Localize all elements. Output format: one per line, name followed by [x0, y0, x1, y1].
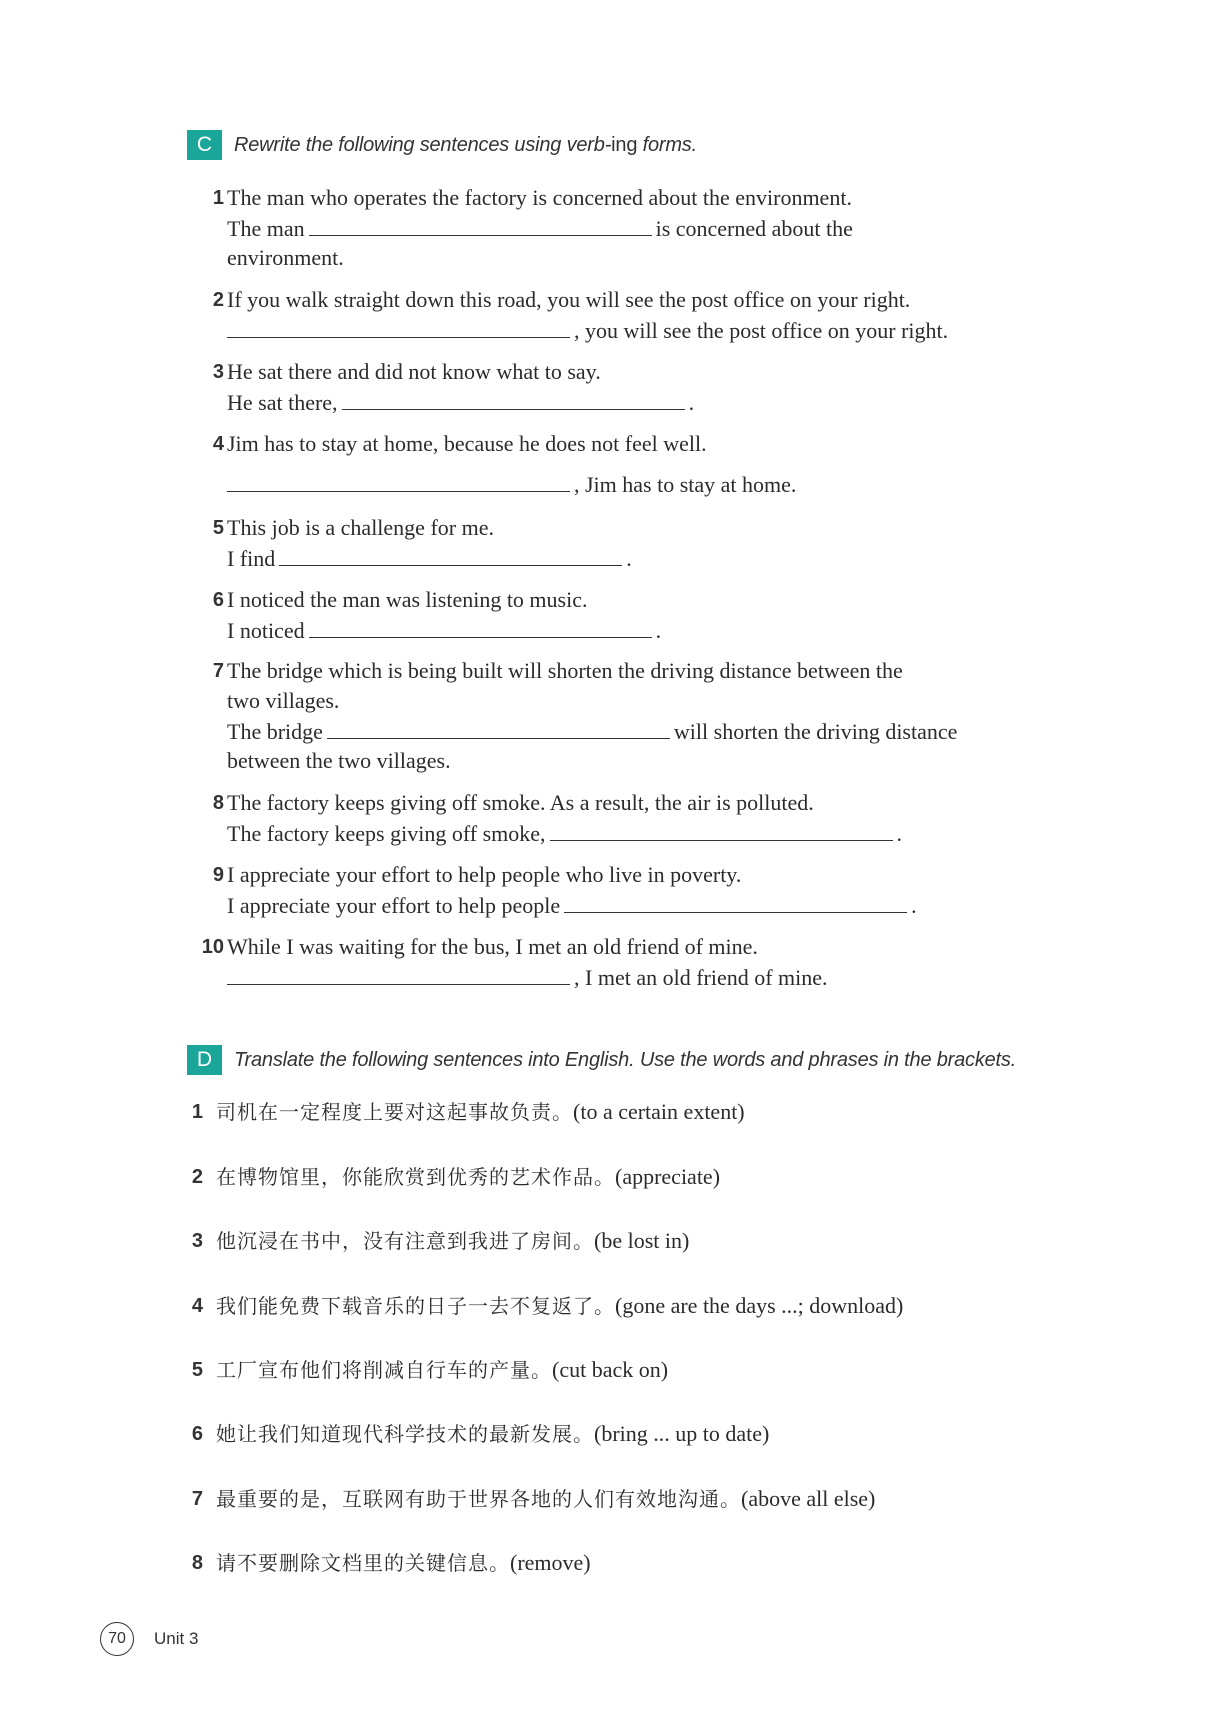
- rewrite-line: The bridge will shorten the driving distance: [227, 716, 957, 746]
- chinese-sentence: 她让我们知道现代科学技术的最新发展。: [216, 1422, 594, 1446]
- item-number: 9: [212, 864, 224, 886]
- rewrite-line-cont: environment.: [227, 245, 344, 270]
- unit-label: Unit 3: [154, 1629, 199, 1648]
- item-number: 6: [191, 1423, 203, 1445]
- item-number: 8: [212, 792, 224, 814]
- rewrite-line: I noticed .: [227, 615, 661, 645]
- chinese-sentence: 最重要的是，互联网有助于世界各地的人们有效地沟通。: [216, 1487, 741, 1511]
- item-number: 1: [212, 187, 224, 209]
- rewrite-line-cont: between the two villages.: [227, 748, 451, 773]
- item-number: 5: [191, 1359, 203, 1381]
- hint-phrase: (be lost in): [594, 1228, 690, 1253]
- rewrite-line: , Jim has to stay at home.: [227, 469, 796, 499]
- section-d-instruction: Translate the following sentences into English. Use the words and phrases in the brackets.: [234, 1048, 1017, 1071]
- item-number: 2: [191, 1166, 203, 1188]
- hint-phrase: (gone are the days ...; download): [615, 1293, 904, 1318]
- original-sentence: I appreciate your effort to help people who live in poverty.: [227, 862, 742, 887]
- item-number: 7: [191, 1488, 203, 1510]
- answer-blank[interactable]: [327, 716, 670, 739]
- item-number: 8: [191, 1552, 203, 1574]
- original-sentence: If you walk straight down this road, you will see the post office on your right.: [227, 287, 911, 312]
- answer-blank[interactable]: [227, 469, 570, 492]
- rewrite-line: The factory keeps giving off smoke, .: [227, 818, 902, 848]
- answer-blank[interactable]: [342, 387, 685, 410]
- item-number: 4: [191, 1295, 203, 1317]
- answer-blank[interactable]: [309, 615, 652, 638]
- original-sentence: The man who operates the factory is concerned about the environment.: [227, 185, 852, 210]
- section-c-badge: C: [187, 130, 222, 160]
- answer-blank[interactable]: [279, 543, 622, 566]
- hint-phrase: (remove): [510, 1550, 591, 1575]
- original-sentence-cont: two villages.: [227, 688, 340, 713]
- item-number: 1: [191, 1101, 203, 1123]
- hint-phrase: (appreciate): [615, 1164, 721, 1189]
- hint-phrase: (above all else): [741, 1486, 876, 1511]
- rewrite-line: , you will see the post office on your right.: [227, 315, 948, 345]
- item-number: 10: [201, 936, 224, 958]
- hint-phrase: (to a certain extent): [573, 1099, 745, 1124]
- page-number: 70: [100, 1622, 134, 1656]
- answer-blank[interactable]: [564, 890, 907, 913]
- original-sentence: I noticed the man was listening to music.: [227, 587, 588, 612]
- item-number: 3: [191, 1230, 203, 1252]
- hint-phrase: (bring ... up to date): [594, 1421, 770, 1446]
- rewrite-line: I appreciate your effort to help people .: [227, 890, 917, 920]
- section-c-instruction: Rewrite the following sentences using verb-ing forms.: [234, 133, 697, 156]
- original-sentence: He sat there and did not know what to say.: [227, 359, 601, 384]
- answer-blank[interactable]: [227, 962, 570, 985]
- chinese-sentence: 工厂宣布他们将削减自行车的产量。: [216, 1358, 552, 1382]
- section-c-header: [187, 130, 697, 160]
- chinese-sentence: 我们能免费下载音乐的日子一去不复返了。: [216, 1294, 615, 1318]
- hint-phrase: (cut back on): [552, 1357, 669, 1382]
- item-number: 4: [212, 433, 224, 455]
- original-sentence: The factory keeps giving off smoke. As a result, the air is polluted.: [227, 790, 814, 815]
- item-number: 2: [212, 289, 224, 311]
- item-number: 5: [212, 517, 224, 539]
- section-d-badge: D: [187, 1045, 222, 1075]
- rewrite-line: , I met an old friend of mine.: [227, 962, 828, 992]
- item-number: 6: [212, 589, 224, 611]
- answer-blank[interactable]: [309, 213, 652, 236]
- item-number: 3: [212, 361, 224, 383]
- section-d-header: [187, 1045, 1016, 1075]
- chinese-sentence: 在博物馆里，你能欣赏到优秀的艺术作品。: [216, 1165, 615, 1189]
- answer-blank[interactable]: [550, 818, 893, 841]
- chinese-sentence: 请不要删除文档里的关键信息。: [216, 1551, 510, 1575]
- rewrite-line: He sat there, .: [227, 387, 694, 417]
- chinese-sentence: 司机在一定程度上要对这起事故负责。: [216, 1100, 573, 1124]
- answer-blank[interactable]: [227, 315, 570, 338]
- rewrite-line: I find .: [227, 543, 632, 573]
- page-footer: [100, 1622, 198, 1656]
- original-sentence: This job is a challenge for me.: [227, 515, 494, 540]
- item-number: 7: [212, 660, 224, 682]
- chinese-sentence: 他沉浸在书中，没有注意到我进了房间。: [216, 1229, 594, 1253]
- rewrite-line: The man is concerned about the: [227, 213, 853, 243]
- original-sentence: While I was waiting for the bus, I met an old friend of mine.: [227, 934, 758, 959]
- original-sentence: Jim has to stay at home, because he does not feel well.: [227, 431, 707, 456]
- original-sentence: The bridge which is being built will shorten the driving distance between the: [227, 658, 903, 683]
